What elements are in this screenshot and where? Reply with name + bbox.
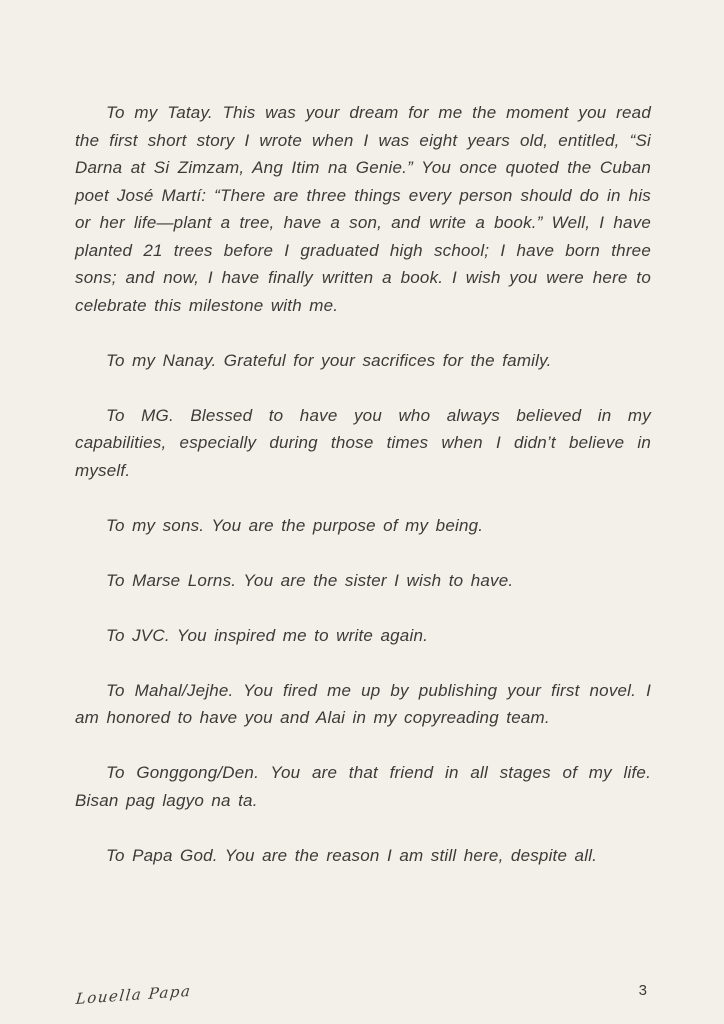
page-footer (75, 983, 648, 1008)
dedication-paragraph-jvc: To JVC. You inspired me to write again. (106, 625, 429, 645)
dedication-paragraph-marse-lorns: To Marse Lorns. You are the sister I wish to have. (106, 570, 514, 590)
dedication-paragraph-papa-god: To Papa God. You are the reason I am still here, despite all. (106, 845, 598, 865)
author-signature: Louella Papa (75, 981, 193, 1008)
page-number: 3 (638, 982, 648, 999)
dedication-paragraph-mg: To MG. Blessed to have you who always believed in my capabilities, especially during those times when I didn’t believe in myself. (75, 405, 651, 480)
dedication-text-block (75, 99, 651, 897)
dedication-paragraph-sons: To my sons. You are the purpose of my being. (106, 515, 484, 535)
dedication-paragraph-gonggong-den: To Gonggong/Den. You are that friend in all stages of my life. Bisan pag lagyo na ta. (75, 763, 651, 810)
dedication-paragraph-tatay: To my Tatay. This was your dream for me the moment you read the first short story I wrote when I was eight years old, entitled, “Si Darna at Si Zimzam, Ang Itim na Genie.” You once quoted the Cuban poet José Martí: “There are three things every person should do in his or her life—plant a tree, have a son, and write a book.” Well, I have planted 21 trees before I graduated high school; I have born three sons; and now, I have finally written a book. I wish you were here to celebrate this milestone with me. (75, 103, 651, 315)
dedication-paragraph-nanay: To my Nanay. Grateful for your sacrifices for the family. (106, 350, 552, 370)
dedication-paragraph-mahal-jejhe: To Mahal/Jejhe. You fired me up by publishing your first novel. I am honored to have you and Alai in my copyreading team. (75, 680, 651, 727)
